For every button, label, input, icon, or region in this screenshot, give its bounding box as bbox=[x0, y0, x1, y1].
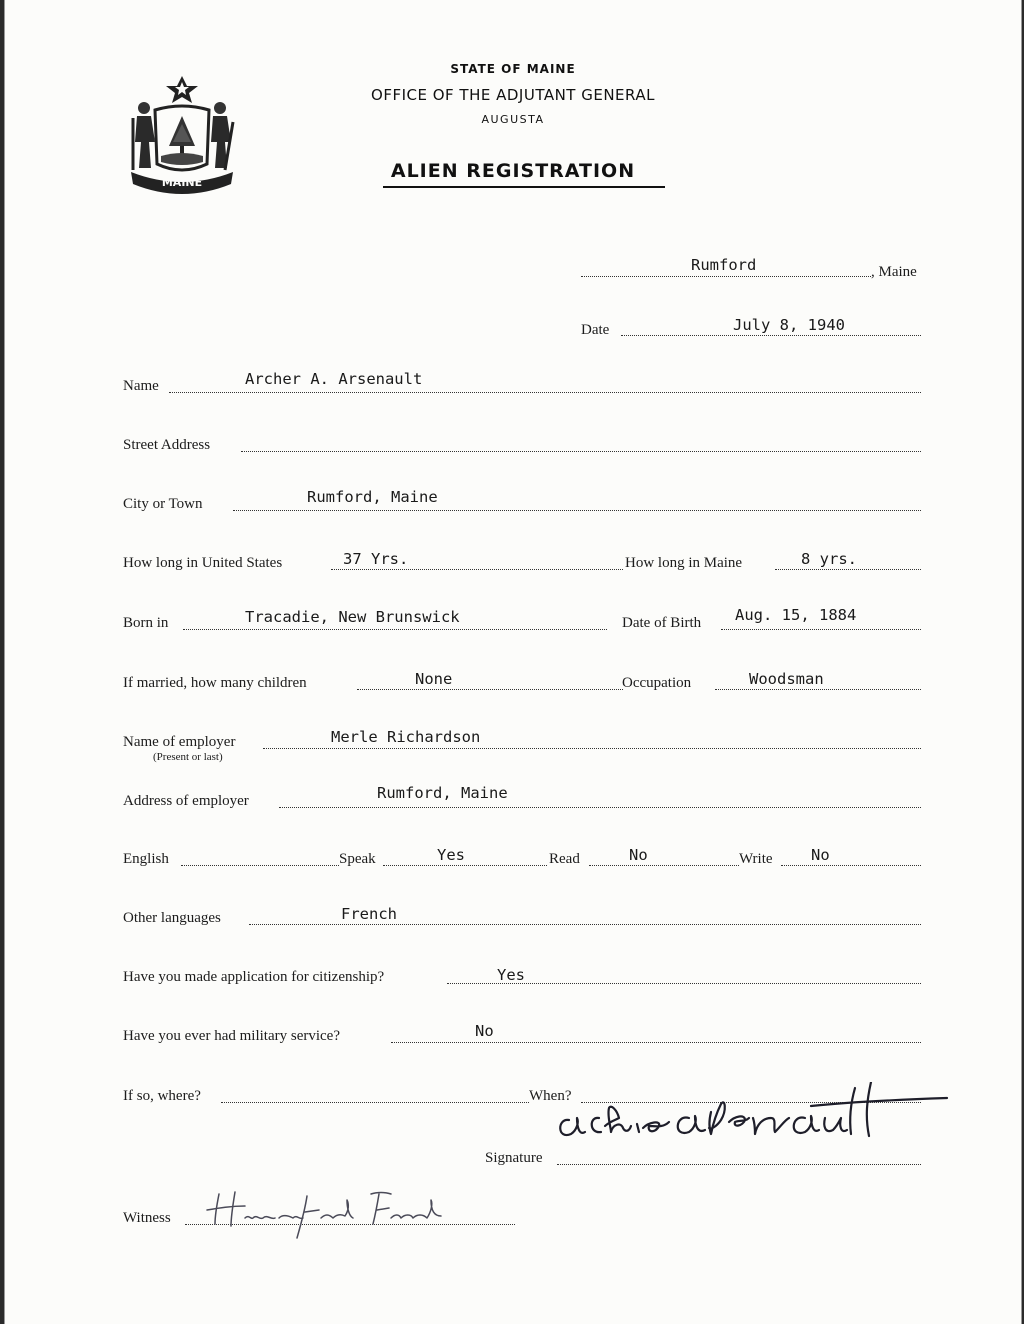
title-underline bbox=[383, 186, 665, 188]
city-heading: AUGUSTA bbox=[481, 113, 545, 126]
citizenship-value: Yes bbox=[497, 966, 525, 984]
children-label: If married, how many children bbox=[123, 675, 307, 691]
speak-line bbox=[383, 865, 547, 866]
born-in-value: Tracadie, New Brunswick bbox=[245, 608, 460, 626]
street-label: Street Address bbox=[123, 437, 211, 453]
dob-value: Aug. 15, 1884 bbox=[735, 606, 857, 624]
date-value: July 8, 1940 bbox=[733, 316, 845, 334]
english-label: English bbox=[123, 851, 169, 867]
date-label: Date bbox=[581, 322, 610, 338]
employer-address-value: Rumford, Maine bbox=[377, 784, 508, 802]
occupation-value: Woodsman bbox=[749, 670, 824, 688]
how-long-us-line bbox=[331, 569, 623, 570]
seal-banner-text: MAINE bbox=[161, 176, 203, 189]
speak-label: Speak bbox=[339, 851, 376, 867]
military-value: No bbox=[475, 1022, 494, 1040]
write-value: No bbox=[811, 846, 830, 864]
read-value: No bbox=[629, 846, 648, 864]
occupation-label: Occupation bbox=[622, 675, 692, 691]
date-line bbox=[621, 335, 921, 336]
signature-label: Signature bbox=[485, 1150, 543, 1166]
name-line bbox=[169, 392, 921, 393]
write-label: Write bbox=[739, 851, 773, 867]
where-label: If so, where? bbox=[123, 1088, 201, 1104]
employer-sublabel: (Present or last) bbox=[153, 751, 223, 763]
name-value: Archer A. Arsenault bbox=[245, 370, 423, 388]
other-languages-value: French bbox=[341, 905, 397, 923]
children-line bbox=[357, 689, 623, 690]
dob-line bbox=[721, 629, 921, 630]
applicant-signature bbox=[549, 1082, 949, 1144]
read-line bbox=[589, 865, 739, 866]
how-long-us-value: 37 Yrs. bbox=[343, 550, 409, 568]
employer-label: Name of employer bbox=[123, 734, 236, 750]
employer-address-line bbox=[279, 807, 921, 808]
name-label: Name bbox=[123, 378, 159, 394]
where-line bbox=[221, 1102, 529, 1103]
employer-line bbox=[263, 748, 921, 749]
city-line bbox=[233, 510, 921, 511]
dob-label: Date of Birth bbox=[622, 615, 702, 631]
when-label: When? bbox=[529, 1088, 572, 1104]
occupation-line bbox=[715, 689, 921, 690]
military-line bbox=[391, 1042, 921, 1043]
how-long-us-label: How long in United States bbox=[123, 555, 283, 571]
english-line bbox=[181, 865, 339, 866]
speak-value: Yes bbox=[437, 846, 465, 864]
read-label: Read bbox=[549, 851, 580, 867]
born-in-line bbox=[183, 629, 607, 630]
employer-address-label: Address of employer bbox=[123, 793, 249, 809]
witness-signature bbox=[201, 1190, 461, 1240]
signature-line bbox=[557, 1164, 921, 1165]
registration-form bbox=[4, 0, 1022, 1324]
location-line bbox=[581, 276, 871, 277]
street-line bbox=[241, 451, 921, 452]
children-value: None bbox=[415, 670, 453, 688]
how-long-maine-value: 8 yrs. bbox=[801, 550, 857, 568]
city-label: City or Town bbox=[123, 496, 203, 512]
other-languages-line bbox=[249, 924, 921, 925]
how-long-maine-line bbox=[775, 569, 921, 570]
employer-value: Merle Richardson bbox=[331, 728, 481, 746]
city-value: Rumford, Maine bbox=[307, 488, 438, 506]
witness-label: Witness bbox=[123, 1210, 171, 1226]
how-long-maine-label: How long in Maine bbox=[625, 555, 743, 571]
born-in-label: Born in bbox=[123, 615, 169, 631]
state-heading: STATE OF MAINE bbox=[450, 62, 576, 76]
form-title: ALIEN REGISTRATION bbox=[390, 160, 636, 182]
write-line bbox=[781, 865, 921, 866]
location-suffix: , Maine bbox=[871, 264, 917, 280]
office-heading: OFFICE OF THE ADJUTANT GENERAL bbox=[371, 86, 655, 104]
other-languages-label: Other languages bbox=[123, 910, 221, 926]
location-value: Rumford bbox=[691, 256, 757, 274]
military-label: Have you ever had military service? bbox=[123, 1028, 340, 1044]
citizenship-label: Have you made application for citizenship? bbox=[123, 969, 385, 985]
